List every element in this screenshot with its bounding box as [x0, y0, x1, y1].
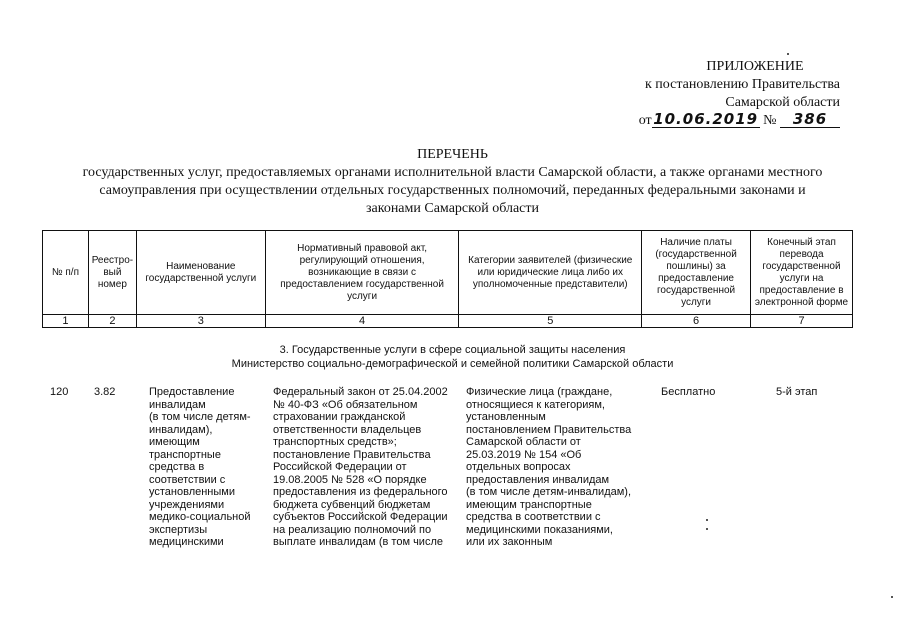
appendix-line-3: Самарской области [725, 95, 840, 110]
handwritten-date: 10.06.2019 [653, 110, 759, 128]
ministry-name: Министерство социально-демографической и семейной политики Самарской области [231, 358, 674, 370]
row-applicant-categories: Физические лица (граждане, относящиеся к категориям, установленным постановлением Правительства Самарской области от 25.03.2019 № 154 «Об отдельных вопросах предоставления инвалидам (в том числе детям-инвалидам), имеющим транспортные средства в соответствии с медицинскими показаниями, или их законным [466, 386, 632, 548]
section-title: 3. Государственные услуги в сфере социальной защиты населения [279, 344, 626, 356]
column-number: 7 [751, 315, 853, 328]
column-number: 2 [88, 315, 136, 328]
header-cell: Реестро-вый номер [88, 231, 136, 315]
appendix-title: ПРИЛОЖЕНИЕ [706, 59, 804, 74]
date-prefix: от [638, 113, 652, 128]
heading-line-1: государственных услуг, предоставляемых органами исполнительной власти Самарской области, а также органами местного [82, 165, 823, 180]
row-final-stage: 5-й этап [776, 386, 818, 398]
section-heading [20, 343, 885, 371]
header-row [43, 231, 853, 315]
column-number: 3 [136, 315, 265, 328]
column-number: 6 [642, 315, 751, 328]
column-number: 4 [265, 315, 459, 328]
scan-speck [706, 528, 708, 530]
heading-title: ПЕРЕЧЕНЬ [417, 147, 488, 162]
row-legal-act: Федеральный закон от 25.04.2002 № 40-ФЗ «Об обязательном страховании гражданской ответственности владельцев транспортных средств»; постановление Правительства Российской Федерации от 19.08.2005 № 528 «О порядке предоставления из федерального бюджета субвенций бюджетам субъектов Российской Федерации на реализацию полномочий по выплате инвалидам (в том числе [273, 386, 448, 548]
row-number: 120 [50, 386, 69, 398]
scan-speck [891, 596, 893, 598]
header-cell: Нормативный правовой акт, регулирующий отношения, возникающие в связи с предоставлением государственной услуги [265, 231, 459, 315]
header-cell: Наименование государственной услуги [136, 231, 265, 315]
column-number: 5 [459, 315, 642, 328]
handwritten-number: 386 [780, 112, 840, 128]
column-number: 1 [43, 315, 89, 328]
heading-line-3: законами Самарской области [365, 201, 540, 216]
appendix-block [600, 58, 840, 130]
number-prefix: № [763, 113, 777, 128]
document-heading [20, 146, 885, 218]
row-registry-number: 3.82 [94, 386, 116, 398]
row-fee: Бесплатно [661, 386, 716, 398]
column-number-row [43, 315, 853, 328]
header-cell: Наличие платы (государственной пошлины) за предоставление государственной услуги [642, 231, 751, 315]
appendix-date-line [600, 112, 840, 130]
heading-line-2: самоуправления при осуществлении отдельных государственных полномочий, переданных федеральными законами и [99, 183, 806, 198]
scan-speck [787, 53, 789, 55]
scan-speck [706, 519, 708, 521]
services-table-header [42, 230, 853, 328]
header-cell: № п/п [43, 231, 89, 315]
row-service-name: Предоставление инвалидам (в том числе детям- инвалидам), имеющим транспортные средства в соответствии с установленными учреждениями медико-социальной экспертизы медицинскими [149, 386, 251, 548]
appendix-line-2: к постановлению Правительства [644, 77, 840, 92]
header-cell: Категории заявителей (физические или юридические лица либо их уполномоченные представители) [459, 231, 642, 315]
header-cell: Конечный этап перевода государственной услуги на предоставление в электронной форме [751, 231, 853, 315]
